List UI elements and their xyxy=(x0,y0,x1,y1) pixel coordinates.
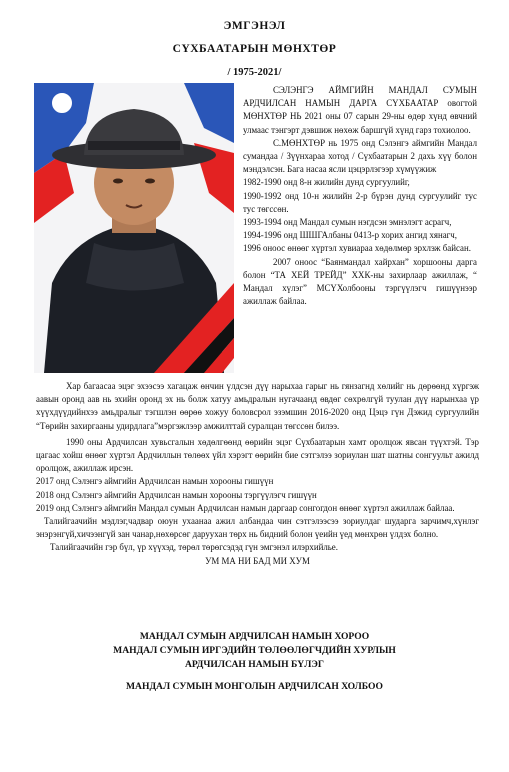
signature-line: АРДЧИЛСАН НАМЫН БҮЛЭГ xyxy=(184,659,324,670)
career-line: 1982-1990 онд 8-н жилийн дунд сургуулийг, xyxy=(243,177,410,188)
full-width-text xyxy=(36,380,479,568)
career-line: 1993-1994 онд Мандал сумын нэгдсэн эмнэлэгт асрагч, xyxy=(243,217,452,228)
obituary-title: ЭМГЭНЭЛ xyxy=(223,20,286,32)
career-paragraph: 2007 оноос “Баянмандал хайрхан” хоршооны дарга болон “ТА ХЕЙ ТРЕЙД” ХХК-ны захирлаар ажиллаж, “ Мандал хүлэг” МСҮХолбооны тэргүүлэгч гишүүнээр ажиллаж байлаа. xyxy=(243,256,477,307)
life-paragraph: Хар багаасаа эцэг эхээсээ хагацаж өнчин үлдсэн дүү нарыхаа гарыг нь гянзагнд хөлийг нь дөрөөнд хүргэж аавын оронд аав нь эхийн оронд эх нь болж хатуу амьдралын нугачаанд өвдөг сөхрөлгүй туулан дүү нарынхаа үр хүүхдүүдийнхээ амьдралыг тэгшлэн өөрөө хожуу боловсрол эзэмшин 2016-2020 онд Цэцэ гүн Дэжид сургуулийн “Төрийн захиргааны удирдлага”мэргэжлээр амжилттай суралцан төгссөн билээ. xyxy=(36,381,479,431)
birth-paragraph: С.МӨНХТӨР нь 1975 онд Сэлэнгэ аймгийн Мандал сумандаа / Зүүнхараа хотод / Сүхбаатарын 2 дахь хүү болон мэндэлсэн. Бага насаа ясли цэцэрлэгээр хүмүүжиж xyxy=(243,137,477,175)
career-line: 1996 оноос өнөөг хүртэл хувиараа хөдөлмөр эрхлэж байсан. xyxy=(243,243,471,254)
condolence-line: Талийгаачийн гэр бүл, үр хүүхэд, төрөл төрөгсэдэд гүн эмгэнэл илэрхийлье. xyxy=(50,542,338,553)
position-line: 2018 онд Сэлэнгэ аймгийн Ардчилсан намын хорооны тэргүүлэгч гишүүн xyxy=(36,489,317,500)
tribute-paragraph: Талийгаачийн мэдлэг,чадвар оюун ухаанаа ажил албандаа чин сэтгэлээсээ зориулдаг шударга зарчимч,хүнлэг энэрэнгүй,хичээнгүй зан чанар,нөхөрсөг даруухан төрх нь бидний болон үеийн үед мөнхрөн үлдэх болно. xyxy=(36,516,479,540)
mantra-line: УМ МА НИ БАД МИ ХУМ xyxy=(205,555,310,566)
position-line: 2019 онд Сэлэнгэ аймгийн Мандал сумын Ардчилсан намын даргаар сонгогдон өнөөг хүртэл ажиллаж байлаа. xyxy=(36,502,455,513)
announcement-paragraph: СЭЛЭНГЭ АЙМГИЙН МАНДАЛ СУМЫН АРДЧИЛСАН НАМЫН ДАРГА СҮХБААТАР овогтой МӨНХТӨР НЬ 2021 оны 07 сарын 29-ны өдөр хүнд өвчний улмаас тэнгэрт дэвшиж нөхөж баршгүй хүнд гарз тохиолоо. xyxy=(243,85,477,135)
biography-column xyxy=(243,84,477,308)
signature-line: МАНДАЛ СУМЫН ИРГЭДИЙН ТӨЛӨӨЛӨГЧДИЙН ХУРЛЫН xyxy=(113,645,396,656)
position-line: 2017 онд Сэлэнгэ аймгийн Ардчилсан намын хорооны гишүүн xyxy=(36,476,274,487)
signature-line: МАНДАЛ СУМЫН МОНГОЛЫН АРДЧИЛСАН ХОЛБОО xyxy=(126,681,383,692)
democracy-paragraph: 1990 оны Ардчилсан хувьсгалын хөдөлгөөнд өөрийн эцэг Сүхбаатарын хамт оролцож явсан түүхтэй. Тэр цагаас хойш өнөөг хүртэл Ардчиллын төлөөх үйл хэрэгт өөрийн бие сэтгэлээ зориулан шат шатны сонгуульт ажилд оролцож, ажиллаж ирсэн. xyxy=(36,436,479,474)
career-line: 1990-1992 онд 10-н жилийн 2-р бүрэн дунд сургуулийг тус тус төгссөн. xyxy=(243,190,477,214)
signature-line: МАНДАЛ СУМЫН АРДЧИЛСАН НАМЫН ХОРОО xyxy=(139,631,370,642)
portrait-photo xyxy=(34,83,234,373)
career-line: 1994-1996 онд ШШГАлбаны 0413-р хорих ангид хянагч, xyxy=(243,230,457,241)
life-years: / 1975-2021/ xyxy=(227,67,282,78)
deceased-name: СҮХБААТАРЫН МӨНХТӨР xyxy=(172,43,337,55)
